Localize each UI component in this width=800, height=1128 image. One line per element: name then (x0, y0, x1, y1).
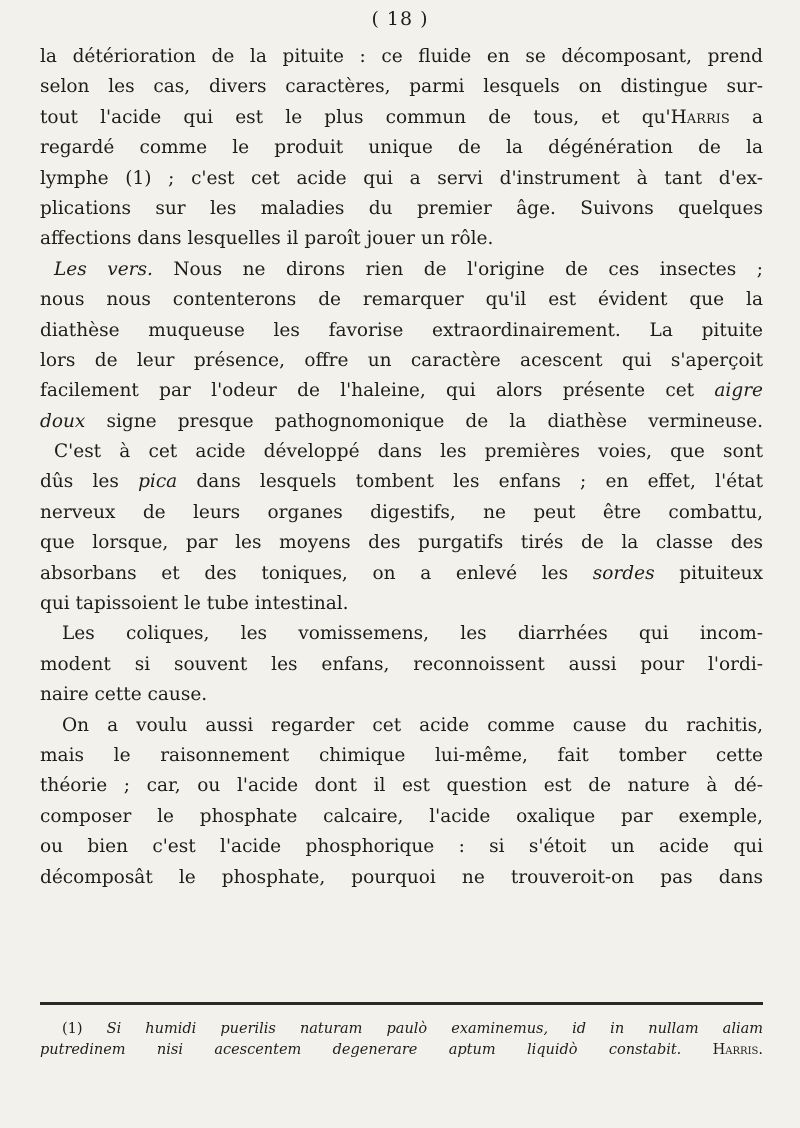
footnote-divider (40, 1002, 763, 1005)
text-line: diathèse muqueuse les favorise extraordinairement. La pituite (40, 319, 763, 341)
text-line: On a voulu aussi regarder cet acide comme cause du rachitis, (62, 714, 763, 736)
footnote (40, 1019, 763, 1061)
text-line: décomposât le phosphate, pourquoi ne trouveroit-on pas dans (40, 866, 763, 888)
footnote-marker: (1) (62, 1021, 107, 1037)
page-number: ( 18 ) (371, 8, 429, 30)
text-line: qui tapissoient le tube intestinal. (40, 593, 349, 615)
text-line: selon les cas, divers caractères, parmi lesquels on distingue sur- (40, 76, 763, 98)
text-line: lymphe (1) ; c'est cet acide qui a servi d'instrument à tant d'ex- (40, 167, 763, 189)
section-heading: Les vers. (54, 258, 153, 280)
text-line: absorbans et des toniques, on a enlevé les sordes pituiteux (40, 562, 763, 584)
text-line: ou bien c'est l'acide phosphorique : si s'étoit un acide qui (40, 836, 763, 858)
text-line: nous nous contenterons de remarquer qu'il est évident que la (40, 289, 763, 311)
author-name: Harris (670, 106, 730, 128)
footnote-line: putredinem nisi acescentem degenerare aptum liquidò constabit. Harris. (40, 1042, 763, 1058)
author-name: Harris. (681, 1042, 763, 1058)
footnote-line: (1) Si humidi puerilis naturam paulò examinemus, id in nullam aliam (62, 1021, 763, 1037)
text-line: que lorsque, par les moyens des purgatifs tirés de la classe des (40, 532, 763, 554)
text-line: nerveux de leurs organes digestifs, ne peut être combattu, (40, 501, 763, 523)
body-text (40, 42, 763, 893)
text-line: théorie ; car, ou l'acide dont il est question est de nature à dé- (40, 775, 763, 797)
text-line: facilement par l'odeur de l'haleine, qui alors présente cet aigre (40, 380, 763, 402)
text-line: naire cette cause. (40, 684, 208, 706)
text-line: tout l'acide qui est le plus commun de tous, et qu'Harris a (40, 106, 764, 128)
text-line: Les vers. Nous ne dirons rien de l'origine de ces insectes ; (54, 258, 763, 280)
text-line: mais le raisonnement chimique lui-même, fait tomber cette (40, 744, 763, 766)
text-line: lors de leur présence, offre un caractère acescent qui s'aperçoit (40, 349, 763, 371)
text-line: affections dans lesquelles il paroît jouer un rôle. (40, 228, 494, 250)
text-line: modent si souvent les enfans, reconnoissent aussi pour l'ordi- (40, 653, 763, 675)
text-line: composer le phosphate calcaire, l'acide oxalique par exemple, (40, 805, 763, 827)
text-line: regardé comme le produit unique de la dégénération de la (40, 137, 763, 159)
text-line: doux signe presque pathognomonique de la diathèse vermineuse. (40, 410, 763, 432)
text-line: Les coliques, les vomissemens, les diarrhées qui incom- (62, 623, 763, 645)
text-line: C'est à cet acide développé dans les premières voies, que sont (54, 441, 763, 463)
text-line: plications sur les maladies du premier âge. Suivons quelques (40, 197, 763, 219)
text-line: la détérioration de la pituite : ce fluide en se décomposant, prend (40, 46, 763, 67)
text-line: dûs les pica dans lesquels tombent les enfans ; en effet, l'état (40, 471, 764, 493)
